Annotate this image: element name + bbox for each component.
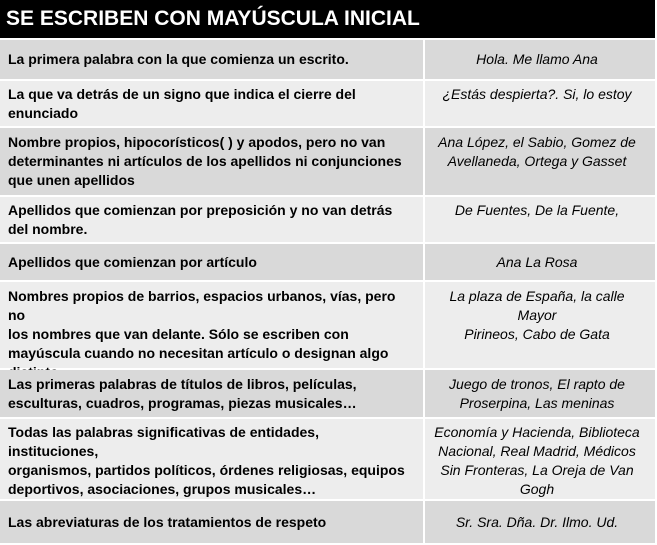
rule-text-line: Nombre propios, hipocorísticos( ) y apodos, pero no van — [8, 134, 386, 150]
column-divider — [423, 244, 425, 280]
column-divider — [423, 81, 425, 126]
column-divider — [423, 128, 425, 195]
column-divider — [423, 40, 425, 79]
column-divider — [423, 370, 425, 417]
example-text-line: Proserpina, Las meninas — [459, 395, 615, 411]
table-row — [0, 40, 655, 79]
example-text-line: Sr. Sra. Dña. Dr. Ilmo. Ud. — [455, 514, 619, 530]
example-text-line: La plaza de España, la calle — [449, 288, 625, 304]
example-cell — [427, 375, 647, 413]
example-cell — [427, 287, 647, 344]
table-row — [0, 81, 655, 126]
rule-text-line: esculturas, cuadros, programas, piezas musicales… — [8, 395, 357, 411]
rule-cell — [8, 513, 413, 532]
column-divider — [423, 282, 425, 368]
table-row — [0, 501, 655, 543]
rule-cell — [8, 253, 413, 272]
rule-text-line: La que va detrás de un signo que indica el cierre del — [8, 86, 356, 102]
rule-cell — [8, 375, 413, 413]
table-row — [0, 197, 655, 242]
table-row — [0, 419, 655, 499]
rule-text-line: organismos, partidos políticos, órdenes religiosas, equipos — [8, 462, 405, 478]
rule-text-line: determinantes ni artículos de los apellidos ni conjunciones — [8, 153, 402, 169]
example-text-line: Ana López, el Sabio, Gomez de — [438, 134, 636, 150]
rule-text-line: Todas las palabras significativas de entidades, instituciones, — [8, 424, 319, 459]
column-divider — [423, 197, 425, 242]
example-text-line: Juego de tronos, El rapto de — [449, 376, 625, 392]
example-text-line: Hola. Me llamo Ana — [476, 51, 598, 67]
rule-text-line: los nombres que van delante. Sólo se escriben con — [8, 326, 349, 342]
example-cell — [427, 201, 647, 220]
rule-text-line: enunciado — [8, 105, 79, 121]
example-cell — [427, 253, 647, 272]
table-row — [0, 244, 655, 280]
example-text-line: ¿Estás despierta?. Si, lo estoy — [442, 86, 632, 102]
example-text-line: Mayor — [517, 307, 557, 323]
example-cell — [427, 133, 647, 171]
rule-text-line: deportivos, asociaciones, grupos musicales… — [8, 481, 317, 497]
rule-text-line: Apellidos que comienzan por artículo — [8, 254, 257, 270]
table-row — [0, 370, 655, 417]
rule-text-line: La primera palabra con la que comienza un escrito. — [8, 51, 349, 67]
rule-text-line: mayúscula cuando no necesitan artículo o designan algo — [8, 345, 389, 361]
example-text-line: Gogh — [519, 481, 555, 497]
example-text-line: De Fuentes, De la Fuente, — [454, 202, 620, 218]
example-cell — [427, 50, 647, 69]
example-cell — [427, 513, 647, 532]
rule-cell — [8, 85, 413, 123]
example-text-line: Avellaneda, Ortega y Gasset — [447, 153, 627, 169]
rule-text-line: que unen apellidos — [8, 172, 135, 188]
example-text-line: Pirineos, Cabo de Gata — [464, 326, 610, 342]
rule-text-line: Nombres propios de barrios, espacios urbanos, vías, pero no — [8, 288, 396, 323]
rule-text-line: Las abreviaturas de los tratamientos de respeto — [8, 514, 327, 530]
rule-text-line: Apellidos que comienzan por preposición y no van detrás — [8, 202, 393, 218]
rule-cell — [8, 287, 413, 382]
column-divider — [423, 419, 425, 499]
table-row — [0, 128, 655, 195]
example-text-line: Sin Fronteras, La Oreja de Van — [440, 462, 634, 478]
rule-cell — [8, 50, 413, 69]
rule-cell — [8, 423, 413, 499]
example-cell — [427, 423, 647, 499]
table-header: SE ESCRIBEN CON MAYÚSCULA INICIAL — [0, 0, 655, 38]
rule-cell — [8, 201, 413, 239]
rule-text-line: del nombre. — [8, 221, 88, 237]
column-divider — [423, 501, 425, 543]
example-text-line: Economía y Hacienda, Biblioteca — [434, 424, 640, 440]
example-cell — [427, 85, 647, 104]
example-text-line: Ana La Rosa — [496, 254, 578, 270]
table-row — [0, 282, 655, 368]
rule-text-line: Las primeras palabras de títulos de libros, películas, — [8, 376, 357, 392]
rule-cell — [8, 133, 413, 190]
example-text-line: Nacional, Real Madrid, Médicos — [438, 443, 636, 459]
